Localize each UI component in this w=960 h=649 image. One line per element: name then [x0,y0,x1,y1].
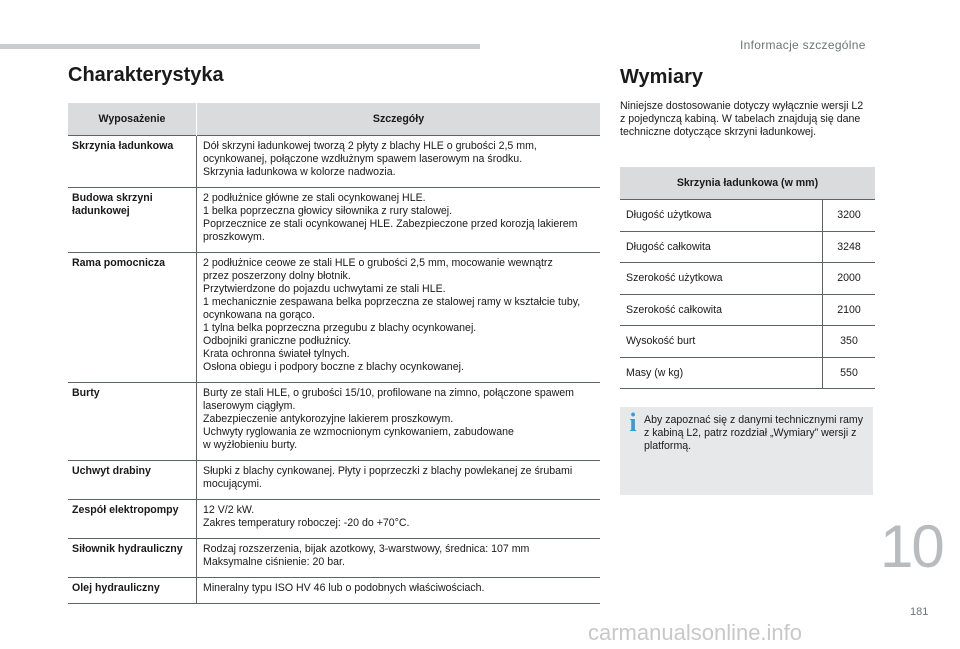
equipment-label: Budowa skrzyni ładunkowej [68,188,197,253]
info-note-text: Aby zapoznać się z danymi technicznymi ramy z kabiną L2, patrz rozdział „Wymiary” wersji z platformą. [644,414,864,452]
details-line: Zabezpieczenie antykorozyjne lakierem proszkowym. [203,413,454,425]
details-line: 2 podłużnice główne ze stali ocynkowanej HLE. [203,192,426,204]
equipment-label: Olej hydrauliczny [68,578,197,604]
equipment-label: Burty [68,383,197,461]
details-line: Skrzynia ładunkowa w kolorze nadwozia. [203,166,396,178]
dimension-value: 3200 [823,200,876,232]
column-header-equipment: Wyposażenie [68,103,197,136]
equipment-label: Skrzynia ładunkowa [68,136,197,188]
details-line: Maksymalne ciśnienie: 20 bar. [203,556,345,568]
info-note [620,407,873,495]
dimension-label: Szerokość użytkowa [620,263,823,295]
dimension-label: Długość całkowita [620,231,823,263]
details-line: Przytwierdzone do pojazdu uchwytami ze stali HLE. [203,283,446,295]
details-line: Krata ochronna świateł tylnych. [203,348,350,360]
table-row [68,578,600,604]
dimension-value: 2100 [823,294,876,326]
page-number: 181 [910,606,929,618]
details-cell [197,461,601,500]
equipment-label: Rama pomocnicza [68,253,197,383]
dimensions-table [620,167,875,389]
dimension-value: 2000 [823,263,876,295]
details-cell [197,136,601,188]
details-line: 1 tylna belka poprzeczna przegubu z blachy ocynkowanej. [203,322,477,334]
details-line: Słupki z blachy cynkowanej. Płyty i poprzeczki z blachy powlekanej ze śrubami [203,465,573,477]
equipment-label: Zespół elektropompy [68,500,197,539]
details-line: Dół skrzyni ładunkowej tworzą 2 płyty z blachy HLE o grubości 2,5 mm, [203,140,537,152]
details-line: proszkowym. [203,231,265,243]
details-cell [197,500,601,539]
details-line: 1 belka poprzeczna głowicy siłownika z rury stalowej. [203,205,453,217]
details-line: ocynkowana na gorąco. [203,309,315,321]
watermark: carmanualsonline.info [588,620,803,645]
dimension-label: Wysokość burt [620,326,823,358]
dimension-value: 550 [823,357,876,389]
details-line: 12 V/2 kW. [203,504,255,516]
dimension-row [620,263,875,295]
dimensions-table-header: Skrzynia ładunkowa (w mm) [620,167,875,200]
characteristics-table [68,103,600,604]
dimension-row [620,357,875,389]
table-row [68,383,600,461]
details-line: Uchwyty ryglowania ze wzmocnionym cynkowaniem, zabudowane [203,426,514,438]
dimension-row [620,294,875,326]
details-line: przez poszerzony dolny błotnik. [203,270,351,282]
details-cell [197,253,601,383]
info-icon: i [629,408,637,437]
details-line: Rodzaj rozszerzenia, bijak azotkowy, 3-warstwowy, średnica: 107 mm [203,543,530,555]
dimension-label: Szerokość całkowita [620,294,823,326]
dimension-label: Długość użytkowa [620,200,823,232]
details-line: 2 podłużnice ceowe ze stali HLE o grubości 2,5 mm, mocowanie wewnątrz [203,257,553,269]
details-cell [197,539,601,578]
dimension-value: 3248 [823,231,876,263]
top-rule [0,44,480,49]
details-cell [197,188,601,253]
details-line: Burty ze stali HLE, o grubości 15/10, profilowane na zimno, połączone spawem [203,387,574,399]
details-line: mocującymi. [203,478,262,490]
dimension-row [620,200,875,232]
dimension-label: Masy (w kg) [620,357,823,389]
details-cell [197,383,601,461]
table-row [68,539,600,578]
table-row [68,461,600,500]
details-line: Osłona obiegu i podpory boczne z blachy ocynkowanej. [203,361,464,373]
equipment-label: Uchwyt drabiny [68,461,197,500]
section-header: Informacje szczególne [740,38,866,52]
table-row [68,188,600,253]
characteristics-title: Charakterystyka [68,64,224,86]
details-line: Zakres temperatury roboczej: -20 do +70°C. [203,517,410,529]
details-line: Odbojniki graniczne podłużnicy. [203,335,352,347]
details-line: w wyżłobieniu burty. [203,439,298,451]
dimension-row [620,326,875,358]
table-row [68,500,600,539]
dimension-row [620,231,875,263]
dimension-value: 350 [823,326,876,358]
equipment-label: Siłownik hydrauliczny [68,539,197,578]
column-header-details: Szczegóły [197,103,601,136]
details-line: Poprzecznice ze stali ocynkowanej HLE. Zabezpieczone przed korozją lakierem [203,218,578,230]
details-line: ocynkowanej, połączone wzdłużnym spawem laserowym na środku. [203,153,523,165]
table-row [68,253,600,383]
dimensions-intro: Niniejsze dostosowanie dotyczy wyłącznie wersji L2 z pojedynczą kabiną. W tabelach znajdują się dane techniczne dotyczące skrzyni ładunkowej. [620,100,864,138]
table-row [68,136,600,188]
details-line: 1 mechanicznie zespawana belka poprzeczna ze stalowej ramy w kształcie tuby, [203,296,581,308]
details-line: Mineralny typu ISO HV 46 lub o podobnych właściwościach. [203,582,485,594]
dimensions-title: Wymiary [620,66,704,88]
details-line: laserowym ciągłym. [203,400,296,412]
chapter-number: 10 [880,513,943,580]
details-cell [197,578,601,604]
